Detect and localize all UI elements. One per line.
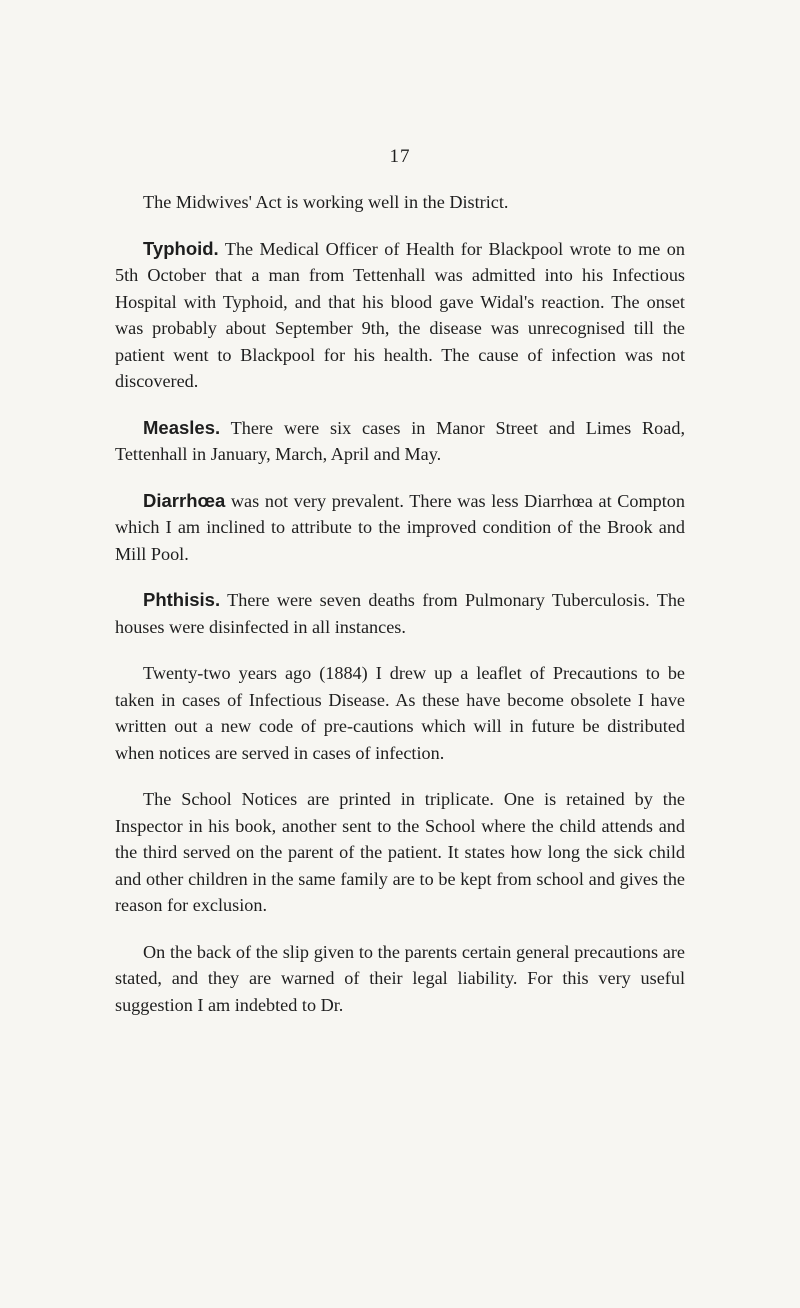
page-number: 17 bbox=[389, 146, 411, 167]
paragraph-typhoid bbox=[115, 236, 685, 395]
paragraph-precautions bbox=[115, 660, 685, 766]
paragraph-heading: Phthisis. bbox=[143, 589, 221, 610]
paragraph-heading: Measles. bbox=[143, 416, 221, 438]
paragraph-phthisis bbox=[115, 587, 685, 640]
paragraph-text: There were seven deaths from Pulmonary Tuberculosis. The houses were disinfected in all instances. bbox=[115, 590, 685, 637]
paragraph-heading: Diarrhœa bbox=[143, 489, 226, 511]
paragraph-midwives-act bbox=[115, 189, 685, 216]
paragraph-text: The School Notices are printed in triplicate. One is retained by the Inspector in his book, another sent to the School where the child attends and the third served on the parent of the patient. It states how long the sick child and other children in the same family are to be kept from school and gives the reason for exclusion. bbox=[115, 789, 685, 915]
body-text bbox=[115, 189, 685, 1038]
paragraph-text: The Medical Officer of Health for Blackpool wrote to me on 5th October that a man from Tettenhall was admitted into his Infectious Hospital with Typhoid, and that his blood gave Widal's reaction. The onset was probably about September 9th, the disease was unrecognised till the patient went to Blackpool for his health. The cause of infection was not discovered. bbox=[115, 238, 685, 391]
paragraph-measles bbox=[115, 415, 685, 468]
paragraph-text: On the back of the slip given to the parents certain general precautions are stated, and they are warned of their legal liability. For this very useful suggestion I am indebted to Dr. bbox=[115, 941, 685, 1015]
paragraph-text: Twenty-two years ago (1884) I drew up a leaflet of Precautions to be taken in cases of Infectious Disease. As these have become obsolete I have written out a new code of pre-cautions which will in future be distributed when notices are served in cases of infection. bbox=[115, 663, 685, 763]
paragraph-text: was not very prevalent. There was less Diarrhœa at Compton which I am inclined to attribute to the improved condition of the Brook and Mill Pool. bbox=[115, 490, 685, 564]
paragraph-diarrhoea bbox=[115, 488, 685, 568]
paragraph-text: The Midwives' Act is working well in the District. bbox=[143, 192, 509, 212]
paragraph-heading: Typhoid. bbox=[143, 237, 219, 259]
paragraph-text: There were six cases in Manor Street and Limes Road, Tettenhall in January, March, April and May. bbox=[115, 417, 685, 464]
paragraph-school-notices bbox=[115, 786, 685, 919]
paragraph-back-of-slip bbox=[115, 939, 685, 1019]
